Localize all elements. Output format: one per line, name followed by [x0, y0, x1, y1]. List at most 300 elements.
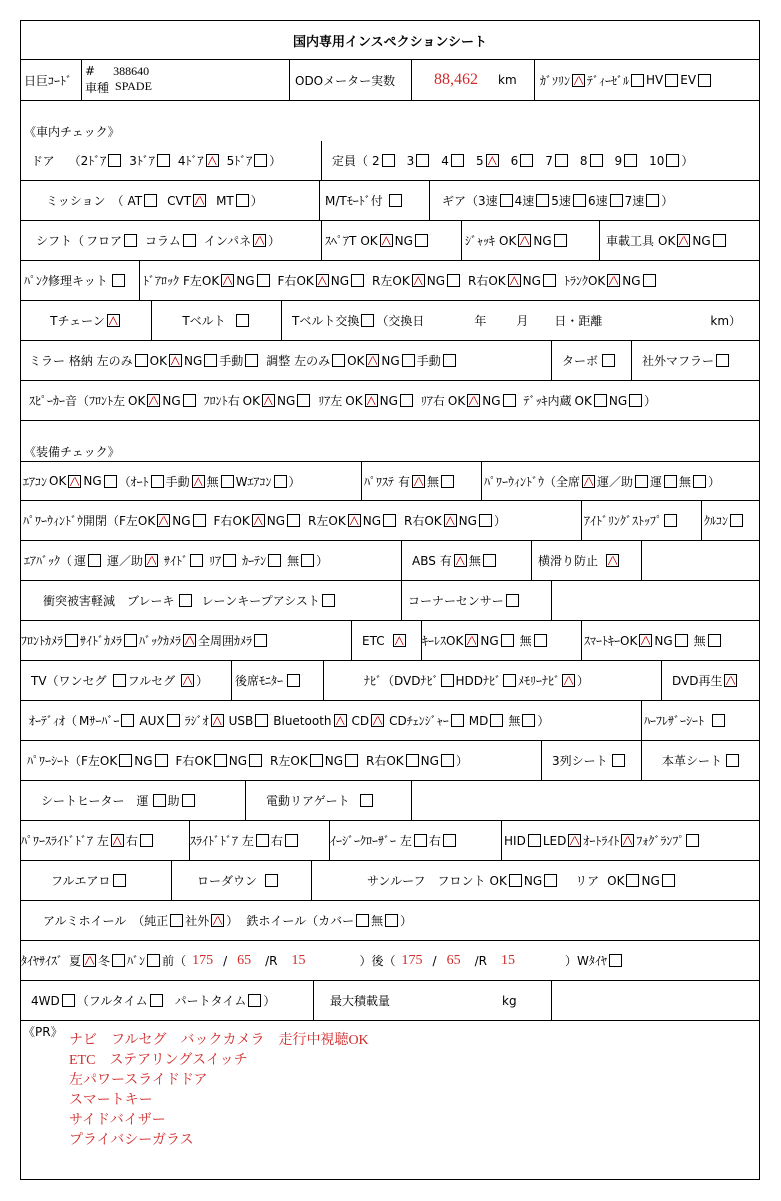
capacity-8-checkbox[interactable]: [590, 154, 603, 167]
sunroof-rear-label: リア: [575, 874, 600, 888]
seat-heater-pass-checkbox[interactable]: [182, 794, 195, 807]
easy-closer-right-label: 右: [428, 834, 441, 848]
side-camera-checkbox[interactable]: [124, 634, 137, 647]
doorlock-item-0-label: F左: [183, 274, 202, 288]
speaker-item-0-ng-checkbox[interactable]: [183, 394, 196, 407]
tbelt-day-dist-label: 日・距離: [554, 314, 603, 328]
doorlock-item-1-ng-checkbox[interactable]: [351, 274, 364, 287]
speaker-item-4-ng-checkbox[interactable]: [629, 394, 642, 407]
audio-opt-3-checkbox[interactable]: [255, 714, 268, 727]
pw-open-item-3-label: R右: [404, 514, 425, 528]
navi-memory-checkbox[interactable]: [562, 674, 575, 687]
doorlock-item-4-label: ﾄﾗﾝｸ: [563, 274, 588, 288]
powerwindow-all-checkbox[interactable]: [582, 475, 595, 488]
slide-door-left-checkbox[interactable]: [256, 834, 269, 847]
aircon-ok-label: OK: [49, 474, 67, 488]
jack-label: ｼﾞｬｯｷ: [465, 234, 496, 248]
abs-no-checkbox[interactable]: [483, 554, 496, 567]
keyless-ng-checkbox[interactable]: [501, 634, 514, 647]
doorlock-item-0-ok-checkbox[interactable]: [221, 274, 234, 287]
capacity-10-label: 10: [649, 153, 665, 168]
airbag-cell: [21, 541, 401, 580]
audio-opt-4-label: Bluetooth: [273, 713, 332, 728]
powerwindow-driver-pass-checkbox[interactable]: [635, 475, 648, 488]
tbelt-exchange-checkbox[interactable]: [361, 314, 374, 327]
speaker-cell: [29, 381, 761, 420]
speaker-item-3-ok-label: OK: [447, 393, 466, 408]
power-gate-checkbox[interactable]: [360, 794, 373, 807]
speaker-item-3-ok-checkbox[interactable]: [467, 394, 480, 407]
skid-checkbox[interactable]: [606, 554, 619, 567]
pw-open-item-2-ng-checkbox[interactable]: [383, 514, 396, 527]
fuel-gasoline-checkbox[interactable]: [572, 74, 585, 87]
powerwindow-none-checkbox[interactable]: [693, 475, 706, 488]
audio-opt-1-checkbox[interactable]: [167, 714, 180, 727]
doorlock-item-0-ng-checkbox[interactable]: [257, 274, 270, 287]
seat-heater-driver-checkbox[interactable]: [153, 794, 166, 807]
hid-checkbox[interactable]: [528, 834, 541, 847]
etc-checkbox[interactable]: [393, 634, 406, 647]
tv-oneseg-checkbox[interactable]: [113, 674, 126, 687]
power-gate-label: 電動リアゲート: [266, 794, 350, 808]
keyless-none-checkbox[interactable]: [534, 634, 547, 647]
capacity-6-checkbox[interactable]: [520, 154, 533, 167]
mt-mode-checkbox[interactable]: [389, 194, 402, 207]
equip-section: [21, 421, 759, 461]
doorlock-item-2-ng-checkbox[interactable]: [447, 274, 460, 287]
jack-ok-checkbox[interactable]: [518, 234, 531, 247]
doorlock-cell: [139, 261, 761, 300]
power-seat-item-1-ok-checkbox[interactable]: [214, 754, 227, 767]
pw-open-item-0-ng-checkbox[interactable]: [193, 514, 206, 527]
aircon-none-label: 無: [206, 474, 219, 489]
mirror-adjust-ok-checkbox[interactable]: [366, 354, 379, 367]
airbag-opt-0-checkbox[interactable]: [88, 554, 101, 567]
powerwindow-driver-checkbox[interactable]: [664, 475, 677, 488]
equip-section-label: 《装備チェック》: [24, 445, 120, 459]
speaker-item-1-ok-checkbox[interactable]: [262, 394, 275, 407]
mirror-fold-ng-checkbox[interactable]: [204, 354, 217, 367]
smartkey-ok-checkbox[interactable]: [639, 634, 652, 647]
fwd-full-checkbox[interactable]: [150, 994, 163, 1007]
skid-label: 横滑り防止: [538, 554, 599, 568]
doorlock-item-2-label: R左: [372, 274, 393, 288]
fuel-hv-checkbox[interactable]: [665, 74, 678, 87]
mission-at-checkbox[interactable]: [144, 194, 157, 207]
aircon-ok-checkbox[interactable]: [68, 475, 81, 488]
navi-hdd-label: HDDﾅﾋﾞ: [455, 674, 502, 688]
powersteer-no-checkbox[interactable]: [441, 475, 454, 488]
power-seat-item-2-label: R左: [270, 754, 291, 768]
audio-opt-8-checkbox[interactable]: [522, 714, 535, 727]
airbag-opt-1-checkbox[interactable]: [145, 554, 158, 567]
sunroof-rear-ok-checkbox[interactable]: [626, 874, 639, 887]
gear-5-checkbox[interactable]: [573, 194, 586, 207]
aircon-w-checkbox[interactable]: [274, 475, 287, 488]
power-slide-right-checkbox[interactable]: [140, 834, 153, 847]
tire-front-width: 175: [192, 952, 214, 968]
corner-sensor-checkbox[interactable]: [506, 594, 519, 607]
spare-ng-label: NG: [394, 233, 413, 248]
abs-yes-checkbox[interactable]: [454, 554, 467, 567]
gear-6-label: 6速: [587, 194, 608, 208]
audio-opt-5-checkbox[interactable]: [371, 714, 384, 727]
airbag-opt-5-checkbox[interactable]: [301, 554, 314, 567]
shift-column-checkbox[interactable]: [183, 234, 196, 247]
pr-label: 《PR》: [23, 1025, 63, 1039]
tbelt-year-label: 年: [474, 314, 487, 328]
tchain-checkbox[interactable]: [107, 314, 120, 327]
audio-opt-4-checkbox[interactable]: [334, 714, 347, 727]
fwd-part-checkbox[interactable]: [248, 994, 261, 1007]
power-seat-item-1-ng-checkbox[interactable]: [249, 754, 262, 767]
power-seat-item-2-ng-label: NG: [324, 753, 343, 768]
capacity-9-label: 9: [614, 153, 623, 168]
jack-ok-label: OK: [499, 233, 517, 248]
shift-floor-checkbox[interactable]: [124, 234, 137, 247]
speaker-item-0-ok-checkbox[interactable]: [147, 394, 160, 407]
half-leather-label: ﾊｰﾌﾚｻﾞｰｼｰﾄ: [644, 714, 705, 728]
collision-brake-checkbox[interactable]: [179, 594, 192, 607]
capacity-3-label: 3: [406, 153, 415, 168]
power-seat-item-0-ok-checkbox[interactable]: [119, 754, 132, 767]
doorlock-item-2-ok-checkbox[interactable]: [412, 274, 425, 287]
speaker-item-0-ng-label: NG: [162, 393, 181, 408]
power-seat-item-2-ng-checkbox[interactable]: [345, 754, 358, 767]
fuel-ev-checkbox[interactable]: [698, 74, 711, 87]
speaker-item-1-ng-checkbox[interactable]: [297, 394, 310, 407]
slide-door-label: ｽﾗｲﾄﾞﾄﾞｱ 左: [190, 834, 254, 848]
power-seat-item-3-ng-label: NG: [420, 753, 439, 768]
alloy-aftermarket-checkbox[interactable]: [211, 914, 224, 927]
seat-heater-pass-label: 助: [167, 794, 180, 808]
corner-sensor-label: コーナーセンサー: [408, 594, 504, 608]
power-seat-item-3-ok-checkbox[interactable]: [406, 754, 419, 767]
dvd-play-label: DVD再生: [672, 674, 723, 688]
doorlock-item-3-ok-checkbox[interactable]: [508, 274, 521, 287]
tbelt-exchange-paren: （: [376, 314, 389, 328]
around-camera-checkbox[interactable]: [254, 634, 267, 647]
sunroof-front-ng-checkbox[interactable]: [544, 874, 557, 887]
speaker-item-4-ok-label: OK: [574, 393, 592, 408]
gear-4-checkbox[interactable]: [536, 194, 549, 207]
audio-close: ）: [537, 714, 550, 728]
aircon-manual-label: 手動: [165, 474, 190, 489]
cruise-checkbox[interactable]: [730, 514, 743, 527]
speaker-item-0-label: ﾌﾛﾝﾄ左: [89, 394, 126, 408]
timing-row: [21, 301, 759, 341]
powerwindow-driver-label: 運: [650, 474, 663, 489]
dvd-play-checkbox[interactable]: [724, 674, 737, 687]
pw-open-item-1-ng-checkbox[interactable]: [287, 514, 300, 527]
fog-lamp-label: ﾌｫｸﾞﾗﾝﾌﾟ: [636, 834, 685, 848]
spare-ng-checkbox[interactable]: [415, 234, 428, 247]
mission-at-label: AT: [127, 193, 143, 208]
pw-open-item-1-ng-label: NG: [266, 513, 286, 528]
jack-ng-label: NG: [533, 233, 552, 248]
mirror-fold-checkbox[interactable]: [135, 354, 148, 367]
puncture-kit-label: ﾊﾟﾝｸ修理キット: [24, 274, 108, 288]
capacity-2-checkbox[interactable]: [382, 154, 395, 167]
back-camera-checkbox[interactable]: [183, 634, 196, 647]
smartkey-label: ｽﾏｰﾄｷｰ: [584, 634, 621, 648]
airbag-opt-4-label: ｶｰﾃﾝ: [242, 554, 267, 568]
power-slide-left-checkbox[interactable]: [111, 834, 124, 847]
pw-open-item-2-ok-checkbox[interactable]: [348, 514, 361, 527]
tv-oneseg-label: ワンセグ: [58, 674, 107, 688]
shift-row: [21, 221, 759, 261]
alloy-genuine-checkbox[interactable]: [170, 914, 183, 927]
tire-summer-label: 夏: [69, 954, 82, 968]
max-load-unit: kg: [502, 993, 517, 1008]
tv-label: TV（: [31, 674, 59, 688]
audio-opt-2-checkbox[interactable]: [211, 714, 224, 727]
power-seat-item-0-ng-checkbox[interactable]: [155, 754, 168, 767]
mirror-fold-ok-checkbox[interactable]: [169, 354, 182, 367]
capacity-9-checkbox[interactable]: [624, 154, 637, 167]
smartkey-ng-label: NG: [654, 633, 673, 648]
leather-checkbox[interactable]: [726, 754, 739, 767]
gear-6-checkbox[interactable]: [610, 194, 623, 207]
tire-front-slash: /: [223, 953, 228, 968]
navi-dvd-label: DVDﾅﾋﾞ: [394, 674, 439, 688]
shift-column-label: コラム: [145, 234, 181, 248]
steel-cover-checkbox[interactable]: [356, 914, 369, 927]
doorlock-item-4-ok-checkbox[interactable]: [607, 274, 620, 287]
slide-door-right-checkbox[interactable]: [285, 834, 298, 847]
doorlock-item-1-ok-checkbox[interactable]: [316, 274, 329, 287]
pw-open-item-3-ok-checkbox[interactable]: [444, 514, 457, 527]
steel-wheel-label: 鉄ホイール（カバー: [246, 914, 355, 928]
speaker-item-3-ng-checkbox[interactable]: [503, 394, 516, 407]
muffler-checkbox[interactable]: [716, 354, 729, 367]
cruise-label: ｸﾙｺﾝ: [704, 514, 729, 528]
smartkey-ok-label: OK: [620, 633, 638, 648]
doors-2-checkbox[interactable]: [108, 154, 121, 167]
led-checkbox[interactable]: [568, 834, 581, 847]
sunroof-front-ng-label: NG: [523, 873, 543, 888]
fwd-checkbox[interactable]: [62, 994, 75, 1007]
spare-ok-label: OK: [360, 233, 378, 248]
model-name: SPADE: [115, 79, 152, 93]
slide-door-row: [21, 821, 759, 861]
fog-lamp-checkbox[interactable]: [686, 834, 699, 847]
speaker-item-1-ok-label: OK: [242, 393, 260, 408]
keyless-ok-checkbox[interactable]: [465, 634, 478, 647]
third-row-label: 3列シート: [552, 754, 608, 768]
tv-fullseg-label: フルセグ: [127, 674, 176, 688]
pw-open-label: ﾊﾟﾜｰｳｨﾝﾄﾞｳ開閉（: [23, 514, 120, 528]
abs-yes-label: 有: [439, 554, 452, 568]
capacity-5-checkbox[interactable]: [486, 154, 499, 167]
audio-row: [21, 701, 759, 741]
audio-opt-0-checkbox[interactable]: [121, 714, 134, 727]
tire-front-rim: 15: [291, 952, 306, 968]
audio-opt-3-label: USB: [228, 713, 254, 728]
easy-closer-label: ｲｰｼﾞｰｸﾛｰｻﾞｰ 左: [330, 834, 412, 848]
puncture-kit-checkbox[interactable]: [112, 274, 125, 287]
speaker-item-2-ok-checkbox[interactable]: [365, 394, 378, 407]
mission-cvt-checkbox[interactable]: [193, 194, 206, 207]
interior-section-label: 《車内チェック》: [24, 125, 120, 139]
front-camera-checkbox[interactable]: [65, 634, 78, 647]
doorlock-row: [21, 261, 759, 301]
mirror-adjust-checkbox[interactable]: [332, 354, 345, 367]
shift-inpane-checkbox[interactable]: [253, 234, 266, 247]
front-camera-label: ﾌﾛﾝﾄｶﾒﾗ: [21, 634, 64, 648]
fwd-row: [21, 981, 759, 1021]
doorlock-item-3-ng-checkbox[interactable]: [543, 274, 556, 287]
navi-dvd-checkbox[interactable]: [441, 674, 454, 687]
power-seat-item-0-ng-label: NG: [134, 753, 153, 768]
doorlock-item-0-ng-label: NG: [236, 273, 255, 288]
rear-monitor-checkbox[interactable]: [287, 674, 300, 687]
jack-ng-checkbox[interactable]: [554, 234, 567, 247]
lowdown-checkbox[interactable]: [265, 874, 278, 887]
doorlock-item-3-ok-label: OK: [488, 273, 506, 288]
aircon-ng-checkbox[interactable]: [104, 475, 117, 488]
tire-row: [21, 941, 759, 981]
pw-open-item-0-label: F左: [119, 514, 138, 528]
mirror-fold-ng-label: NG: [183, 353, 203, 368]
easy-closer-right-checkbox[interactable]: [443, 834, 456, 847]
airbag-opt-3-checkbox[interactable]: [223, 554, 236, 567]
gear-close: ）: [661, 194, 674, 208]
mirror-adjust-label: 調整 左のみ: [266, 354, 331, 368]
capacity-7-label: 7: [545, 153, 553, 168]
speaker-item-4-ok-checkbox[interactable]: [594, 394, 607, 407]
tire-rear-label: ）後（: [359, 954, 396, 968]
seat-heater-label: シートヒーター 運: [41, 794, 149, 808]
doorlock-item-0-ok-label: OK: [201, 273, 220, 288]
power-seat-row: [21, 741, 759, 781]
half-leather-checkbox[interactable]: [712, 714, 725, 727]
pw-open-item-0-ok-checkbox[interactable]: [157, 514, 170, 527]
mirror-fold-manual-checkbox[interactable]: [245, 354, 258, 367]
mt-mode-label: M/Tﾓｰﾄﾞ付: [325, 194, 383, 208]
power-seat-item-3-ng-checkbox[interactable]: [441, 754, 454, 767]
tv-fullseg-checkbox[interactable]: [181, 674, 194, 687]
hid-label: HID: [504, 833, 526, 848]
speaker-item-3-ng-label: NG: [482, 393, 501, 408]
alloy-aftermarket-label: 社外: [185, 914, 210, 928]
speaker-item-2-ng-checkbox[interactable]: [400, 394, 413, 407]
mirror-adjust-ok-label: OK: [347, 353, 365, 368]
steel-none-checkbox[interactable]: [385, 914, 398, 927]
pw-open-item-1-label: F右: [213, 514, 233, 528]
mission-mt-checkbox[interactable]: [236, 194, 249, 207]
vehicle-code: 388640: [113, 64, 150, 78]
tools-ok-checkbox[interactable]: [677, 234, 690, 247]
powersteer-yes-checkbox[interactable]: [412, 475, 425, 488]
mirror-adjust-ng-checkbox[interactable]: [402, 354, 415, 367]
gear-3-checkbox[interactable]: [500, 194, 513, 207]
doors-4-checkbox[interactable]: [206, 154, 219, 167]
power-seat-item-2-ok-checkbox[interactable]: [310, 754, 323, 767]
lowdown-label: ローダウン: [197, 874, 258, 888]
gear-7-checkbox[interactable]: [646, 194, 659, 207]
audio-opt-2-label: ﾗｼﾞｵ: [184, 714, 209, 728]
camera-row: [21, 621, 759, 661]
mirror-adjust-manual-checkbox[interactable]: [443, 354, 456, 367]
full-aero-checkbox[interactable]: [113, 874, 126, 887]
sunroof-rear-ok-label: OK: [607, 873, 625, 888]
capacity-10-checkbox[interactable]: [666, 154, 679, 167]
navi-hdd-checkbox[interactable]: [503, 674, 516, 687]
audio-opt-7-checkbox[interactable]: [490, 714, 503, 727]
back-camera-label: ﾊﾞｯｸｶﾒﾗ: [139, 634, 182, 648]
fuel-diesel-checkbox[interactable]: [631, 74, 644, 87]
pw-open-item-1-ok-checkbox[interactable]: [252, 514, 265, 527]
sunroof-rear-ng-checkbox[interactable]: [662, 874, 675, 887]
power-seat-label: ﾊﾟﾜｰｼｰﾄ（: [27, 754, 82, 768]
tbelt-checkbox[interactable]: [236, 314, 249, 327]
tire-van-checkbox[interactable]: [147, 954, 160, 967]
aircon-auto-checkbox[interactable]: [151, 475, 164, 488]
airbag-opt-2-label: ｻｲﾄﾞ: [164, 554, 189, 568]
tire-summer-checkbox[interactable]: [83, 954, 96, 967]
airbag-opt-3-label: ﾘｱ: [209, 554, 222, 568]
easy-closer-left-checkbox[interactable]: [414, 834, 427, 847]
mission-close: ）: [250, 194, 263, 208]
idling-stop-checkbox[interactable]: [664, 514, 677, 527]
airbag-opt-4-checkbox[interactable]: [268, 554, 281, 567]
doors-5-checkbox[interactable]: [254, 154, 267, 167]
odo-unit: km: [498, 73, 517, 87]
lane-keep-checkbox[interactable]: [322, 594, 335, 607]
aero-row: [21, 861, 759, 901]
smartkey-none-checkbox[interactable]: [708, 634, 721, 647]
power-slide-label: ﾊﾟﾜｰｽﾗｲﾄﾞﾄﾞｱ 左: [21, 834, 109, 848]
tools-label: 車載工具: [606, 234, 655, 248]
airbag-opt-2-checkbox[interactable]: [190, 554, 203, 567]
tbelt-month-label: 月: [516, 314, 529, 328]
around-camera-label: 全周囲ｶﾒﾗ: [198, 634, 253, 648]
shift-label: シフト（: [36, 234, 85, 248]
aircon-none-checkbox[interactable]: [221, 475, 234, 488]
smartkey-none-label: 無: [693, 634, 706, 648]
audio-opt-6-checkbox[interactable]: [451, 714, 464, 727]
turbo-checkbox[interactable]: [602, 354, 615, 367]
audio-opt-8-label: 無: [508, 714, 521, 728]
doorlock-item-4-ng-label: NG: [622, 273, 641, 288]
doorlock-item-4-ng-checkbox[interactable]: [643, 274, 656, 287]
tbelt-exchange-date-label: 交換日: [388, 314, 425, 328]
capacity-3-checkbox[interactable]: [416, 154, 429, 167]
aircon-manual-checkbox[interactable]: [192, 475, 205, 488]
tire-winter-checkbox[interactable]: [112, 954, 125, 967]
pw-open-item-0-ok-label: OK: [137, 513, 156, 528]
third-row-checkbox[interactable]: [612, 754, 625, 767]
doors-2-label: （2ﾄﾞｱ: [68, 154, 107, 168]
spare-ok-checkbox[interactable]: [380, 234, 393, 247]
smartkey-ng-checkbox[interactable]: [675, 634, 688, 647]
tools-ng-checkbox[interactable]: [713, 234, 726, 247]
doors-3-checkbox[interactable]: [157, 154, 170, 167]
capacity-7-checkbox[interactable]: [555, 154, 568, 167]
tire-front-slash-r: /R: [265, 953, 278, 968]
sunroof-front-ok-checkbox[interactable]: [509, 874, 522, 887]
auto-light-checkbox[interactable]: [621, 834, 634, 847]
w-tire-checkbox[interactable]: [609, 954, 622, 967]
capacity-4-checkbox[interactable]: [451, 154, 464, 167]
pr-line: 左パワースライドドア: [69, 1073, 208, 1088]
doors-5-label: 5ﾄﾞｱ: [226, 154, 253, 168]
power-seat-item-2-ok-label: OK: [290, 753, 308, 768]
collision-brake-label: 衝突被害軽減 ブレーキ: [43, 594, 175, 608]
doorlock-item-1-ng-label: NG: [330, 273, 350, 288]
pw-open-item-3-ng-checkbox[interactable]: [479, 514, 492, 527]
